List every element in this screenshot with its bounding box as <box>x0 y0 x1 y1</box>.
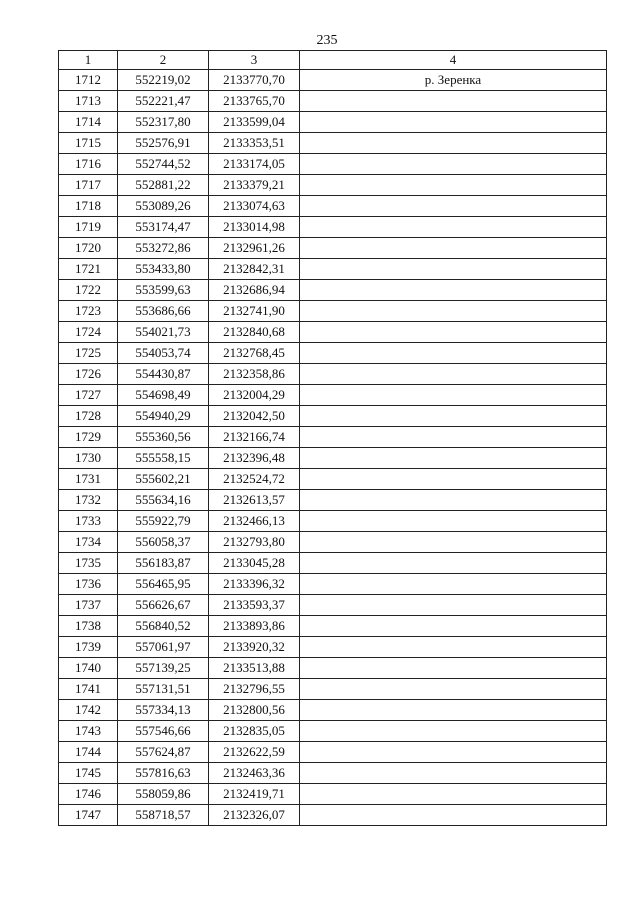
table-cell: 1742 <box>59 700 118 721</box>
table-body <box>59 70 607 826</box>
table-row <box>59 70 607 91</box>
table-cell: 552744,52 <box>118 154 209 175</box>
table-cell <box>300 469 607 490</box>
table-cell: 1724 <box>59 322 118 343</box>
table-cell <box>300 91 607 112</box>
table-cell: 553433,80 <box>118 259 209 280</box>
table-row <box>59 658 607 679</box>
table-cell <box>300 595 607 616</box>
table-cell: 557061,97 <box>118 637 209 658</box>
table-cell: 1713 <box>59 91 118 112</box>
table-cell: 555634,16 <box>118 490 209 511</box>
table-cell: 554021,73 <box>118 322 209 343</box>
table-cell: 557131,51 <box>118 679 209 700</box>
table-cell: 554698,49 <box>118 385 209 406</box>
table-cell: 1726 <box>59 364 118 385</box>
table-cell: 1730 <box>59 448 118 469</box>
table-cell: 557546,66 <box>118 721 209 742</box>
table-row <box>59 679 607 700</box>
table-cell: 554053,74 <box>118 343 209 364</box>
table-cell: 2133893,86 <box>209 616 300 637</box>
table-row <box>59 259 607 280</box>
table-cell: 2132800,56 <box>209 700 300 721</box>
table-row <box>59 511 607 532</box>
table-cell: 1746 <box>59 784 118 805</box>
column-header: 4 <box>300 51 607 70</box>
table-row <box>59 196 607 217</box>
table-cell: 555360,56 <box>118 427 209 448</box>
table-row <box>59 175 607 196</box>
table-cell <box>300 784 607 805</box>
table-cell: 2132613,57 <box>209 490 300 511</box>
table-cell: 1732 <box>59 490 118 511</box>
header-row <box>59 51 607 70</box>
table-cell <box>300 511 607 532</box>
table-row <box>59 343 607 364</box>
table-row <box>59 805 607 826</box>
table-cell <box>300 280 607 301</box>
table-cell <box>300 427 607 448</box>
column-header: 1 <box>59 51 118 70</box>
table-cell: 2132793,80 <box>209 532 300 553</box>
table-row <box>59 427 607 448</box>
table-row <box>59 406 607 427</box>
table-row <box>59 322 607 343</box>
table-row <box>59 91 607 112</box>
table-cell: р. Зеренка <box>300 70 607 91</box>
table-cell: 553686,66 <box>118 301 209 322</box>
table-cell: 557816,63 <box>118 763 209 784</box>
table-cell: 1731 <box>59 469 118 490</box>
table-cell: 1717 <box>59 175 118 196</box>
table-cell <box>300 490 607 511</box>
table-cell: 2132686,94 <box>209 280 300 301</box>
table-cell: 2133920,32 <box>209 637 300 658</box>
table-cell: 552881,22 <box>118 175 209 196</box>
table-cell <box>300 259 607 280</box>
table-cell: 555602,21 <box>118 469 209 490</box>
table-row <box>59 280 607 301</box>
table-cell: 2133599,04 <box>209 112 300 133</box>
table-cell <box>300 448 607 469</box>
table-cell: 1733 <box>59 511 118 532</box>
table-cell: 557624,87 <box>118 742 209 763</box>
table-cell: 553599,63 <box>118 280 209 301</box>
table-row <box>59 616 607 637</box>
table-row <box>59 784 607 805</box>
table-cell: 552221,47 <box>118 91 209 112</box>
table-row <box>59 637 607 658</box>
table-cell: 1737 <box>59 595 118 616</box>
table-cell: 2133593,37 <box>209 595 300 616</box>
table-cell: 1744 <box>59 742 118 763</box>
table-cell: 2133074,63 <box>209 196 300 217</box>
table-cell: 556840,52 <box>118 616 209 637</box>
table-cell: 2132840,68 <box>209 322 300 343</box>
table-cell: 2132524,72 <box>209 469 300 490</box>
table-cell <box>300 742 607 763</box>
table-row <box>59 532 607 553</box>
table-cell: 2132796,55 <box>209 679 300 700</box>
table-cell <box>300 175 607 196</box>
table-cell: 1736 <box>59 574 118 595</box>
table-cell <box>300 679 607 700</box>
table-cell: 1739 <box>59 637 118 658</box>
table-cell: 1728 <box>59 406 118 427</box>
table-cell: 2132768,45 <box>209 343 300 364</box>
table-cell <box>300 616 607 637</box>
table-cell <box>300 805 607 826</box>
table-cell <box>300 112 607 133</box>
table-cell: 1734 <box>59 532 118 553</box>
table-cell <box>300 364 607 385</box>
table-row <box>59 742 607 763</box>
table-row <box>59 763 607 784</box>
table-cell: 555922,79 <box>118 511 209 532</box>
table-cell: 2133396,32 <box>209 574 300 595</box>
table-cell <box>300 343 607 364</box>
table-cell <box>300 196 607 217</box>
table-cell <box>300 238 607 259</box>
table-cell: 554940,29 <box>118 406 209 427</box>
table-cell: 2132466,13 <box>209 511 300 532</box>
table-cell <box>300 658 607 679</box>
table-row <box>59 700 607 721</box>
table-row <box>59 448 607 469</box>
table-row <box>59 469 607 490</box>
table-row <box>59 154 607 175</box>
table-cell <box>300 637 607 658</box>
table-cell: 2132166,74 <box>209 427 300 448</box>
table-cell <box>300 406 607 427</box>
table-cell: 552219,02 <box>118 70 209 91</box>
table-cell: 552576,91 <box>118 133 209 154</box>
table-cell <box>300 763 607 784</box>
table-cell: 556183,87 <box>118 553 209 574</box>
table-cell: 2133379,21 <box>209 175 300 196</box>
table-cell: 1725 <box>59 343 118 364</box>
table-cell: 2132463,36 <box>209 763 300 784</box>
table-cell: 556058,37 <box>118 532 209 553</box>
table-cell: 557334,13 <box>118 700 209 721</box>
table-cell: 2133014,98 <box>209 217 300 238</box>
table-cell <box>300 301 607 322</box>
table-row <box>59 112 607 133</box>
table-cell: 2133513,88 <box>209 658 300 679</box>
table-cell: 2132842,31 <box>209 259 300 280</box>
table-cell: 558059,86 <box>118 784 209 805</box>
table-cell: 2133045,28 <box>209 553 300 574</box>
table-cell: 554430,87 <box>118 364 209 385</box>
table-cell: 1740 <box>59 658 118 679</box>
table-cell: 1712 <box>59 70 118 91</box>
table-cell: 2133765,70 <box>209 91 300 112</box>
table-cell: 1738 <box>59 616 118 637</box>
table-cell: 2132358,86 <box>209 364 300 385</box>
table-cell: 1729 <box>59 427 118 448</box>
table-cell: 552317,80 <box>118 112 209 133</box>
table-cell: 1720 <box>59 238 118 259</box>
table-cell <box>300 532 607 553</box>
table-cell: 2132622,59 <box>209 742 300 763</box>
table-row <box>59 217 607 238</box>
table-cell: 1714 <box>59 112 118 133</box>
table-cell <box>300 574 607 595</box>
table-cell: 1743 <box>59 721 118 742</box>
table-cell: 1727 <box>59 385 118 406</box>
table-cell <box>300 217 607 238</box>
table-cell: 553174,47 <box>118 217 209 238</box>
table-row <box>59 553 607 574</box>
table-cell: 2132042,50 <box>209 406 300 427</box>
table-cell: 1718 <box>59 196 118 217</box>
table-cell: 558718,57 <box>118 805 209 826</box>
table-cell: 2133174,05 <box>209 154 300 175</box>
table-cell: 1716 <box>59 154 118 175</box>
table-cell: 2132835,05 <box>209 721 300 742</box>
table-cell: 2132004,29 <box>209 385 300 406</box>
table-cell: 1747 <box>59 805 118 826</box>
table-cell: 1721 <box>59 259 118 280</box>
table-cell: 2132961,26 <box>209 238 300 259</box>
table-row <box>59 385 607 406</box>
table-cell <box>300 133 607 154</box>
table-cell: 1722 <box>59 280 118 301</box>
table-cell <box>300 322 607 343</box>
table-cell <box>300 385 607 406</box>
table-cell: 1745 <box>59 763 118 784</box>
table-cell: 2132326,07 <box>209 805 300 826</box>
table-row <box>59 364 607 385</box>
table-row <box>59 133 607 154</box>
table-row <box>59 574 607 595</box>
table-row <box>59 595 607 616</box>
table-row <box>59 490 607 511</box>
table-cell: 556626,67 <box>118 595 209 616</box>
table-cell: 2132741,90 <box>209 301 300 322</box>
table-cell: 557139,25 <box>118 658 209 679</box>
table-cell: 556465,95 <box>118 574 209 595</box>
table-cell: 1719 <box>59 217 118 238</box>
table-cell <box>300 154 607 175</box>
table-row <box>59 721 607 742</box>
table-cell: 1723 <box>59 301 118 322</box>
table-cell: 555558,15 <box>118 448 209 469</box>
column-header: 2 <box>118 51 209 70</box>
table-cell: 1741 <box>59 679 118 700</box>
page-number: 235 <box>316 33 338 48</box>
table-cell: 2132396,48 <box>209 448 300 469</box>
table-cell <box>300 700 607 721</box>
table-cell: 2132419,71 <box>209 784 300 805</box>
table-row <box>59 238 607 259</box>
table-cell: 553089,26 <box>118 196 209 217</box>
column-header: 3 <box>209 51 300 70</box>
table-cell: 553272,86 <box>118 238 209 259</box>
table-row <box>59 301 607 322</box>
table-cell: 2133353,51 <box>209 133 300 154</box>
table-cell: 1715 <box>59 133 118 154</box>
coordinates-table <box>58 50 607 826</box>
table-cell <box>300 553 607 574</box>
table-cell: 1735 <box>59 553 118 574</box>
table-cell <box>300 721 607 742</box>
table-cell: 2133770,70 <box>209 70 300 91</box>
